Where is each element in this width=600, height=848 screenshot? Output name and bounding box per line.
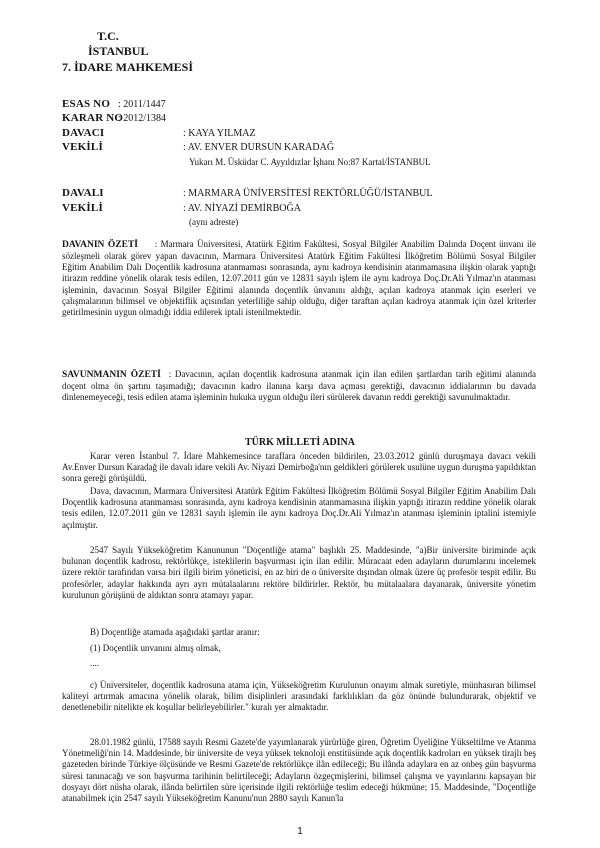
davaci-vekili-label: VEKİLİ bbox=[62, 141, 103, 153]
davanin-ozeti-text: : Marmara Üniversitesi, Atatürk Eğitim Fakültesi, Sosyal Bilgiler Anabilim Dalında Doçent ünvanı ile sözleşmeli olarak görev yapan davacının, Marmara Üniversitesi Atatürk Eğitim Fakültesi İlköğretim Bölümü Sosyal Bilgiler Eğitim Anabilim Dalı Doçentlik kadrosuna atanmaması sonrasında, aynı kadroya kendisinin atanmamasına ilişkin olarak yaptığı itirazın reddine yönelik olarak tesis edilen, 12.07.2011 gün ve 12831 sayılı işlem ile aynı kadroya Doç.Dr.Ali Yılmaz'ın atanması işleminin, davacının Sosyal Bilgiler Eğitimi alanında doçentlik ünvanını aldığı, açılan kadroya atanmak için eserleri ve çalışmalarının bilimsel ve objektiflik açısından yeterliliğe sahip olduğu, diğer taraftan açılan kadroya atanmak için özel kriterler getirilmesinin uygun olmadığı iddia edilerek iptali istenilmektedir. bbox=[62, 239, 537, 318]
davali-vekili-address: (aynı adreste) bbox=[189, 217, 239, 227]
header-city: İSTANBUL bbox=[88, 44, 149, 58]
decision-title: TÜRK MİLLETİ ADINA bbox=[244, 437, 356, 448]
karar-no-label: KARAR NO bbox=[62, 112, 124, 124]
header-tc: T.C. bbox=[97, 29, 119, 43]
esas-no-value: : 2011/1447 bbox=[118, 99, 166, 110]
decision-paragraph-4: B) Doçentliğe atamada aşağıdaki şartlar aranır: bbox=[90, 627, 260, 637]
savunmanin-ozeti-paragraph bbox=[62, 369, 536, 403]
esas-no-label: ESAS NO bbox=[62, 98, 111, 110]
decision-paragraph-3: 2547 Sayılı Yükseköğretim Kanununun "Doçentliğe atama" başlıklı 25. Maddesinde, "a)Bir üniversite biriminde açık bulunan doçentlik kadrosu, rektörlükçe, isteklilerin başvurması için ilan edilir. Müracaat eden adayların durumlarını incelemek üzere rektör tarafından varsa biri ilgili birim yöneticisi, en az biri de o üniversite dışından olmak üzere üç profesör tespit edilir. Bu profesörler, adaylar hakkında ayrı ayrı mütalaalarını rektöre bildirirler. Rektör, bu mütalaalara dayanarak, üniversite yönetim kurulunun görüşünü de aldıktan sonra atamayı yapar. bbox=[62, 545, 536, 600]
karar-no-value: : 2012/1384 bbox=[118, 113, 167, 124]
davaci-vekili-address: Yukarı M. Üsküdar C. Ayyıldızlar İşhanı No:87 Kartal/İSTANBUL bbox=[189, 157, 431, 167]
davali-label: DAVALI bbox=[62, 187, 104, 199]
davanin-ozeti-label: DAVANIN ÖZETİ bbox=[62, 240, 138, 250]
decision-paragraph-5: (1) Doçentlik unvanını almış olmak, bbox=[90, 643, 221, 653]
davali-vekili-label: VEKİLİ bbox=[62, 202, 103, 214]
savunmanin-ozeti-label: SAVUNMANIN ÖZETİ bbox=[62, 370, 161, 380]
davaci-vekili-value: : AV. ENVER DURSUN KARADAĞ bbox=[183, 142, 335, 153]
davali-value: : MARMARA ÜNİVERSİTESİ REKTÖRLÜĞÜ/İSTANBUL bbox=[183, 188, 433, 199]
page-number: 1 bbox=[297, 826, 303, 837]
header-court: 7. İDARE MAHKEMESİ bbox=[62, 60, 194, 74]
davaci-label: DAVACI bbox=[62, 127, 105, 139]
savunmanin-ozeti-text: : Davacının, açılan doçentlik kadrosuna atanmak için ilan edilen şartlardan tarih eğitimi alanında doçent olma ön şartını taşımadığı; davacının kadro ilanına karşı dava açması gerektiği, davacının iddialarının bu davada dinlenemeyeceği, tesis edilen atama işleminin hukuka uygun olduğu ileri sürülerek davanın reddi gerektiği savunulmaktadır. bbox=[62, 369, 537, 403]
davanin-ozeti-paragraph bbox=[62, 239, 536, 318]
decision-paragraph-6: .... bbox=[90, 658, 99, 668]
decision-paragraph-7: c) Üniversiteler, doçentlik kadrosuna atama için, Yükseköğretim Kurulunun onayını almak suretiyle, münhasıran bilimsel kaliteyi artırmak amacına yönelik olarak, bilim disiplinleri arasındaki farklılıkları da göz önünde bulundurarak, objektif ve denetlenebilir nitelikte ek koşullar belirleyebilirler." kuralı yer almaktadır. bbox=[62, 680, 536, 713]
davali-vekili-value: : AV. NİYAZİ DEMİRBOĞA bbox=[183, 203, 301, 214]
decision-paragraph-2: Dava, davacının, Marmara Üniversitesi Atatürk Eğitim Fakültesi İlköğretim Bölümü Sosyal Bilgiler Eğitim Anabilim Dalı Doçentlik kadrosuna atanmaması sonrasında, aynı kadroya kendisinin atanmamasına ilişkin yaptığı itirazın reddine yönelik olarak tesis edilen, 12.07.2011 gün ve 12831 sayılı işlemin ile aynı kadroya Doç.Dr.Ali Yılmaz'ın atanması işleminin iptalini istemiyle açılmıştır. bbox=[62, 486, 536, 530]
davaci-value: : KAYA YILMAZ bbox=[183, 128, 256, 139]
decision-paragraph-8: 28.01.1982 günlü, 17588 sayılı Resmi Gazete'de yayımlanarak yürürlüğe giren, Öğretim Üyeliğine Yükseltilme ve Atanma Yönetmeliği'nin 14. Maddesinde, bir üniversite de veya yüksek teknoloji enstitüsünde açık doçentlik kadroları en yüksek tirajlı beş gazeteden birinde Türkiye ölçüsünde ve Resmi Gazete'de rektörlükçe ilân edileceği; Bu ilânda adaylara en az onbeş gün başvurma süresi tanınacağı ve son başvurma tarihinin belirtileceği; Adayların özgeçmişlerini, bilimsel çalışma ve yayınlarını kapsayan bir dosyayı dört nüsha olarak, ilânda belirtilen süre içerisinde ilgili rektörlüğe teslim edeceği hükmüne; 15. Maddesinde, "Doçentliğe atanabilmek için 2547 sayılı Yükseköğretim Kanunu'nun 2880 sayılı Kanun'la bbox=[62, 737, 536, 804]
decision-paragraph-1: Karar veren İstanbul 7. İdare Mahkemesince taraflara önceden bildirilen, 23.03.2012 günlü duruşmaya davacı vekili Av.Enver Dursun Karadağ ile davalı idare vekili Av. Niyazi Demirboğa'nın geldikleri görülerek usulüne uygun duruşma yapıldıktan sonra gereği görüşüldü. bbox=[62, 451, 536, 484]
